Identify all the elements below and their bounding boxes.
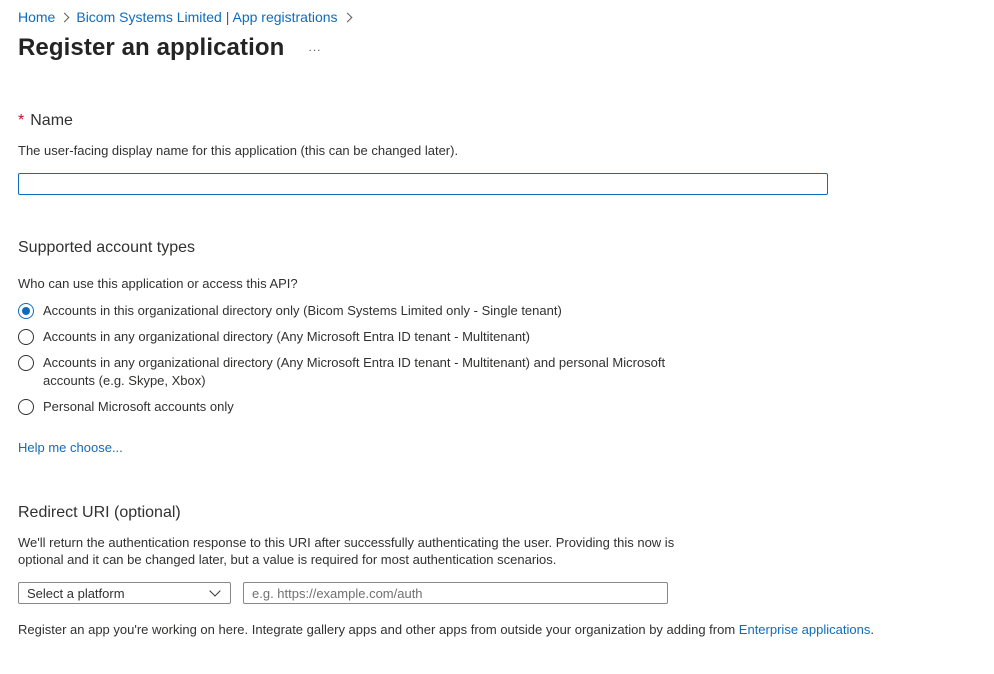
redirect-uri-description-line1: We'll return the authentication response to this URI after successfully authenticating the user. Providing this now is	[18, 535, 675, 550]
radio-button[interactable]	[18, 355, 34, 371]
chevron-right-icon	[342, 12, 352, 22]
radio-option-single-tenant[interactable]	[18, 303, 562, 320]
name-label-text: Name	[30, 112, 73, 129]
radio-button[interactable]	[18, 329, 34, 345]
radio-option-multitenant-personal[interactable]	[18, 355, 688, 390]
redirect-uri-label: Redirect URI (optional)	[18, 504, 181, 521]
radio-button[interactable]	[18, 399, 34, 415]
name-label	[18, 112, 73, 130]
radio-button-checked[interactable]	[18, 303, 34, 319]
footer-note-suffix: .	[870, 622, 874, 637]
radio-option-multitenant[interactable]	[18, 329, 530, 346]
required-marker: *	[18, 112, 25, 129]
chevron-right-icon	[60, 12, 70, 22]
name-input[interactable]	[18, 173, 828, 195]
account-types-question: Who can use this application or access this API?	[18, 276, 298, 291]
breadcrumb	[18, 8, 359, 26]
breadcrumb-app-registrations-link[interactable]: Bicom Systems Limited | App registrations	[76, 9, 338, 25]
more-options-button[interactable]: ...	[308, 40, 322, 54]
footer-note	[18, 622, 874, 637]
enterprise-applications-link[interactable]: Enterprise applications	[738, 622, 871, 637]
radio-option-personal-only[interactable]	[18, 399, 234, 416]
radio-option-label: Accounts in this organizational directory only (Bicom Systems Limited only - Single tenant)	[43, 303, 562, 318]
radio-option-label: Accounts in any organizational directory (Any Microsoft Entra ID tenant - Multitenant) and personal Microsoft accounts (e.g. Skype, Xbox)	[43, 355, 666, 388]
help-me-choose-link[interactable]: Help me choose...	[18, 440, 123, 455]
account-types-label: Supported account types	[18, 239, 196, 256]
radio-option-label: Personal Microsoft accounts only	[43, 399, 234, 414]
breadcrumb-home-link[interactable]: Home	[18, 9, 56, 25]
page-title: Register an application	[18, 34, 285, 61]
footer-note-text: Register an app you're working on here. Integrate gallery apps and other apps from outside your organization by adding from	[18, 622, 739, 637]
platform-select-value: Select a platform	[27, 585, 125, 601]
redirect-uri-description-line2: optional and it can be changed later, but a value is required for most authentication scenarios.	[18, 552, 557, 567]
chevron-down-icon	[209, 585, 220, 596]
name-description: The user-facing display name for this application (this can be changed later).	[18, 143, 459, 158]
radio-option-label: Accounts in any organizational directory (Any Microsoft Entra ID tenant - Multitenant)	[43, 329, 530, 344]
platform-select[interactable]	[18, 582, 231, 604]
redirect-uri-input[interactable]	[243, 582, 668, 604]
